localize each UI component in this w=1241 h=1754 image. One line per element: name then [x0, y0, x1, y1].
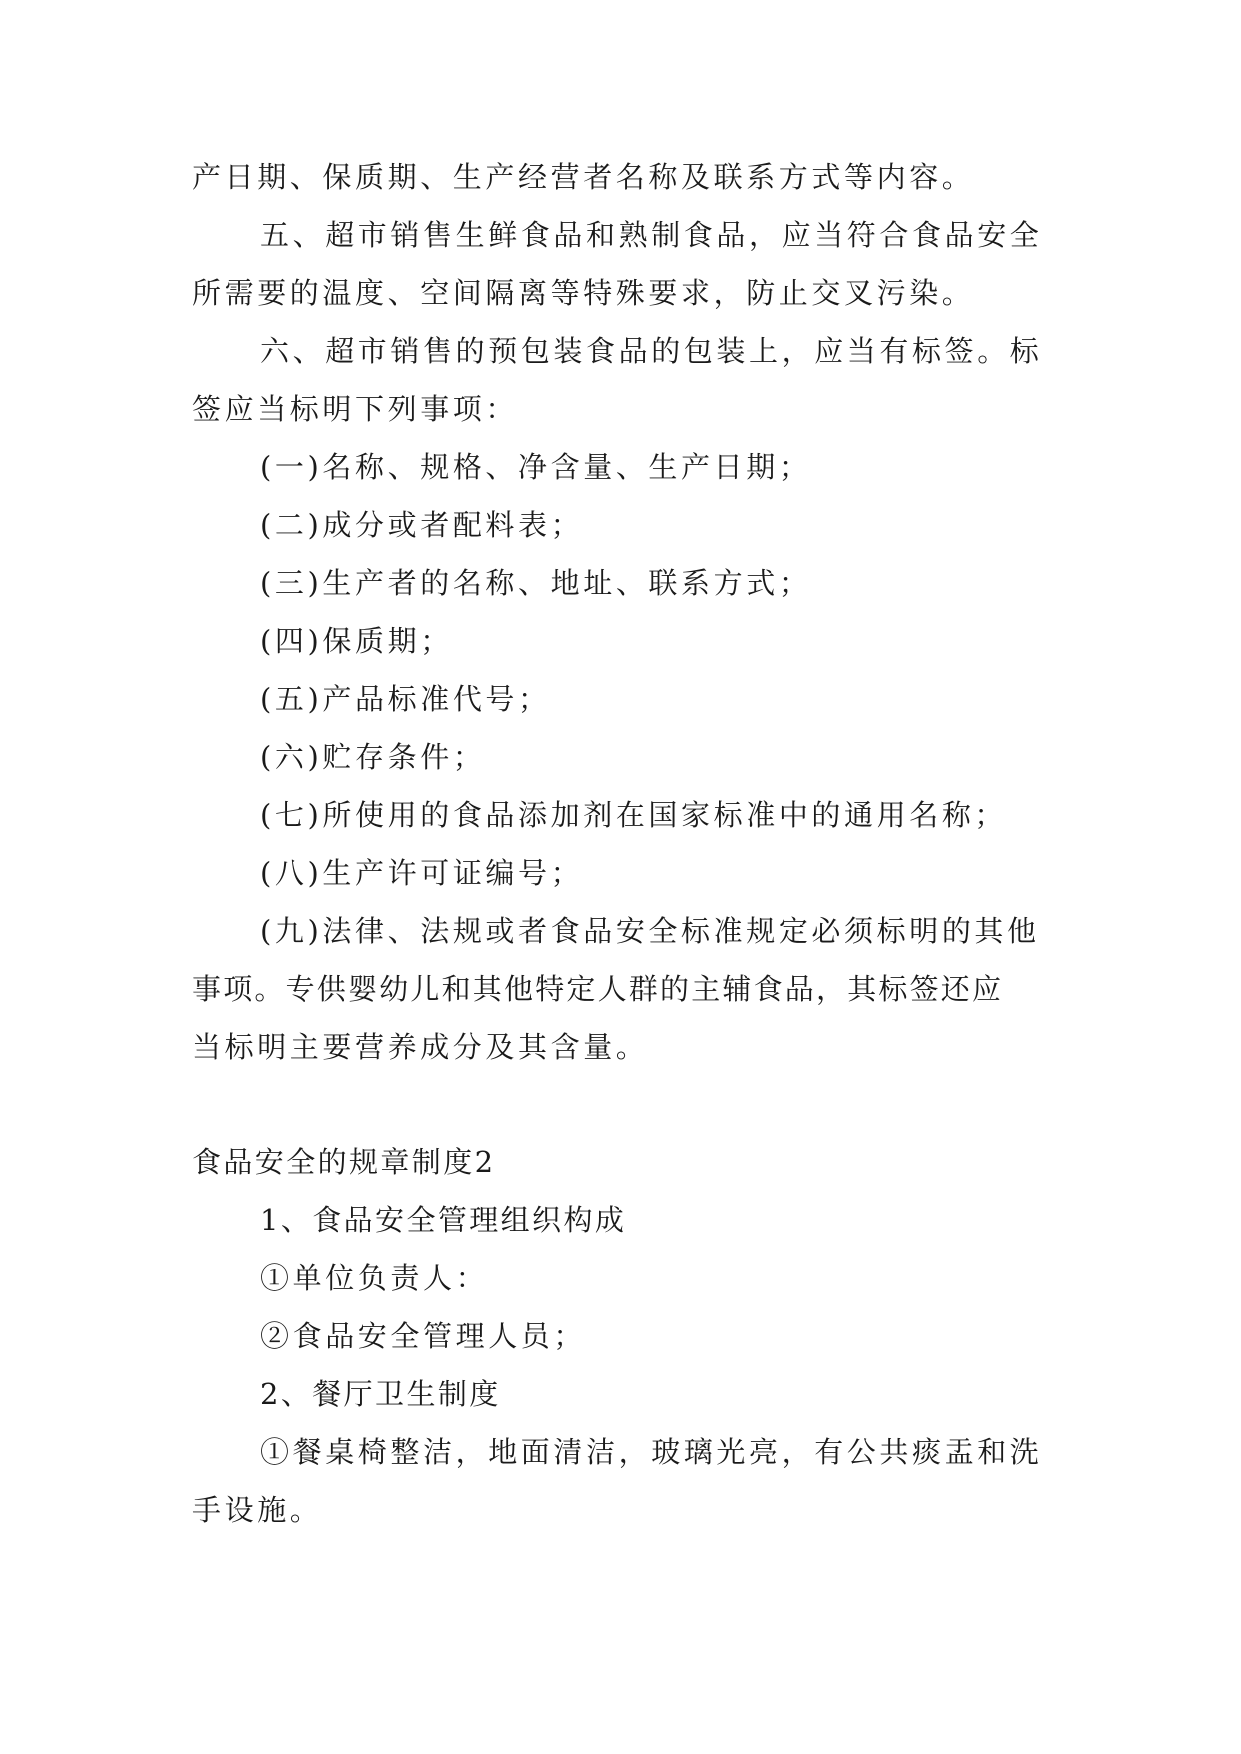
paragraph-line: 所需要的温度、空间隔离等特殊要求，防止交叉污染。 [192, 276, 975, 310]
list-item: (六)贮存条件； [260, 740, 486, 774]
list-item: (九)法律、法规或者食品安全标准规定必须标明的其他 [260, 914, 1040, 948]
list-item: (五)产品标准代号； [260, 682, 551, 716]
list-item: (二)成分或者配料表； [260, 508, 584, 542]
paragraph-line: 五、超市销售生鲜食品和熟制食品，应当符合食品安全 [260, 218, 1043, 252]
subheading: 2、餐厅卫生制度 [260, 1377, 501, 1411]
list-item: (八)生产许可证编号； [260, 856, 584, 890]
paragraph-line: 六、超市销售的预包装食品的包装上，应当有标签。标 [260, 334, 1043, 368]
section-heading: 食品安全的规章制度2 [192, 1145, 496, 1179]
paragraph-line: 产日期、保质期、生产经营者名称及联系方式等内容。 [192, 160, 975, 194]
list-item: ①单位负责人： [260, 1261, 489, 1295]
list-item: (七)所使用的食品添加剂在国家标准中的通用名称； [260, 798, 1008, 832]
list-item: ②食品安全管理人员； [260, 1319, 587, 1353]
paragraph-line: 事项。专供婴幼儿和其他特定人群的主辅食品，其标签还应 [192, 972, 1004, 1006]
paragraph-line: 签应当标明下列事项： [192, 392, 519, 426]
paragraph-line: 当标明主要营养成分及其含量。 [192, 1030, 649, 1064]
list-item: ①餐桌椅整洁，地面清洁，玻璃光亮，有公共痰盂和洗 [260, 1435, 1043, 1469]
list-item: (一)名称、规格、净含量、生产日期； [260, 450, 812, 484]
list-item: (三)生产者的名称、地址、联系方式； [260, 566, 812, 600]
list-item: (四)保质期； [260, 624, 453, 658]
paragraph-line: 手设施。 [192, 1493, 323, 1527]
subheading: 1、食品安全管理组织构成 [260, 1203, 627, 1237]
